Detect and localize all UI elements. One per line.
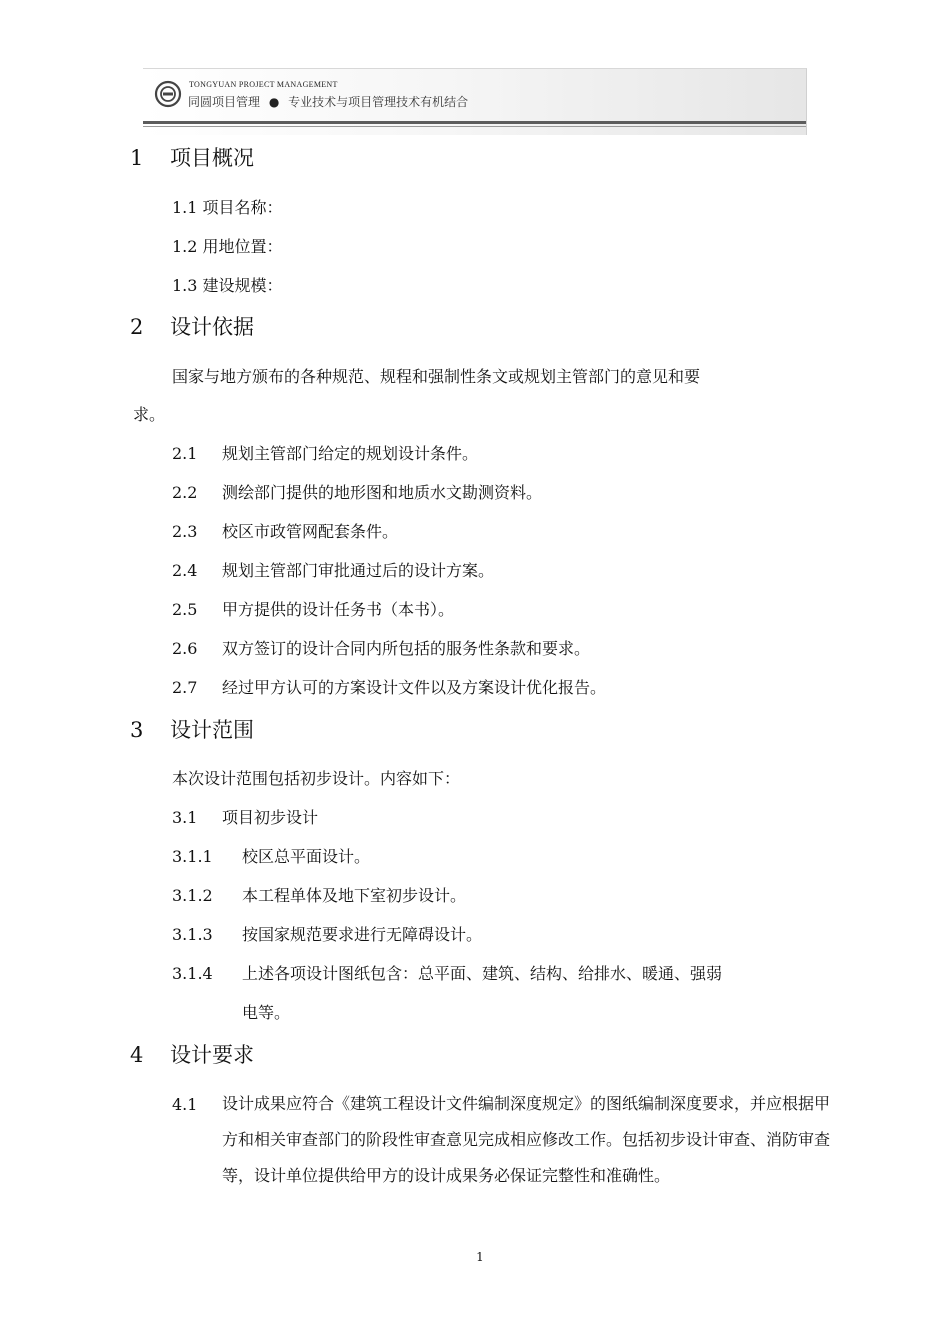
company-slogan: 专业技术与项目管理技术有机结合 (288, 95, 469, 109)
item-number: 2.3 (172, 522, 198, 541)
header-banner (143, 68, 807, 135)
section-number: 2 (130, 315, 144, 339)
company-name-english: TONGYUAN PROJECT MANAGEMENT (189, 80, 338, 89)
item-text: 按国家规范要求进行无障碍设计。 (242, 925, 483, 944)
item-text: 校区市政管网配套条件。 (222, 522, 399, 541)
bullet-separator-icon: ● (268, 95, 280, 109)
item-text: 规划主管部门给定的规划设计条件。 (222, 444, 479, 463)
list-item: 1.3 建设规模： (172, 276, 283, 295)
list-item (172, 443, 478, 465)
item-text: 甲方提供的设计任务书（本书）。 (222, 600, 455, 619)
item-number: 2.1 (172, 444, 198, 463)
item-text: 双方签订的设计合同内所包括的服务性条款和要求。 (222, 639, 591, 658)
item-text: 规划主管部门审批通过后的设计方案。 (222, 561, 495, 580)
item-number: 3.1.2 (172, 886, 213, 905)
list-item (172, 482, 542, 504)
list-item (172, 599, 454, 621)
list-item (172, 963, 722, 985)
banner-divider-thin (143, 126, 806, 127)
paragraph-line: 国家与地方颁布的各种规范、规程和强制性条文或规划主管部门的意见和要 (172, 367, 701, 386)
section-number: 3 (130, 718, 144, 742)
paragraph-line: 本次设计范围包括初步设计。内容如下： (172, 769, 461, 788)
company-logo-icon (154, 80, 182, 108)
item-number: 4.1 (172, 1095, 198, 1114)
section-number: 4 (130, 1043, 144, 1067)
section-heading-3 (130, 717, 254, 743)
section-heading-4 (130, 1042, 254, 1068)
item-number: 2.6 (172, 639, 198, 658)
item-text: 测绘部门提供的地形图和地质水文勘测资料。 (222, 483, 543, 502)
list-item-paragraph: 设计成果应符合《建筑工程设计文件编制深度规定》的图纸编制深度要求，并应根据甲方和相关审查部门的阶段性审查意见完成相应修改工作。包括初步设计审查、消防审查等，设计单位提供给甲方的设计成果务必保证完整性和准确性。 (222, 1094, 831, 1185)
list-item: 1.1 项目名称： (172, 198, 283, 217)
item-number: 3.1.4 (172, 964, 213, 983)
list-item (172, 638, 590, 660)
item-text: 经过甲方认可的方案设计文件以及方案设计优化报告。 (222, 678, 607, 697)
section-heading-1 (130, 145, 254, 171)
section-title: 设计依据 (170, 315, 254, 339)
item-number: 2.5 (172, 600, 198, 619)
paragraph-line: 求。 (133, 405, 166, 424)
section-number: 1 (130, 146, 144, 170)
item-number: 2.4 (172, 561, 198, 580)
list-item (172, 677, 606, 699)
list-item (172, 846, 370, 868)
banner-divider-thick (143, 121, 806, 124)
list-item-continuation: 电等。 (242, 1003, 291, 1022)
list-item (172, 924, 482, 946)
item-text: 项目初步设计 (222, 808, 319, 827)
section-title: 设计要求 (170, 1043, 254, 1067)
list-item (172, 885, 466, 907)
list-item (172, 807, 318, 829)
list-item (172, 521, 398, 543)
section-title: 项目概况 (170, 146, 254, 170)
item-text: 上述各项设计图纸包含：总平面、建筑、结构、给排水、暖通、强弱 (242, 964, 723, 983)
section-heading-2 (130, 314, 254, 340)
item-text: 本工程单体及地下室初步设计。 (242, 886, 467, 905)
page-number: 1 (476, 1250, 484, 1264)
list-item: 1.2 用地位置： (172, 237, 283, 256)
item-text: 校区总平面设计。 (242, 847, 371, 866)
item-number: 3.1 (172, 808, 198, 827)
item-number: 2.7 (172, 678, 198, 697)
list-item (172, 560, 494, 582)
company-slogan-row (188, 93, 468, 110)
item-number: 3.1.3 (172, 925, 213, 944)
item-number: 2.2 (172, 483, 198, 502)
item-number: 3.1.1 (172, 847, 213, 866)
section-title: 设计范围 (170, 718, 254, 742)
company-name-chinese: 同圆项目管理 (188, 95, 261, 109)
